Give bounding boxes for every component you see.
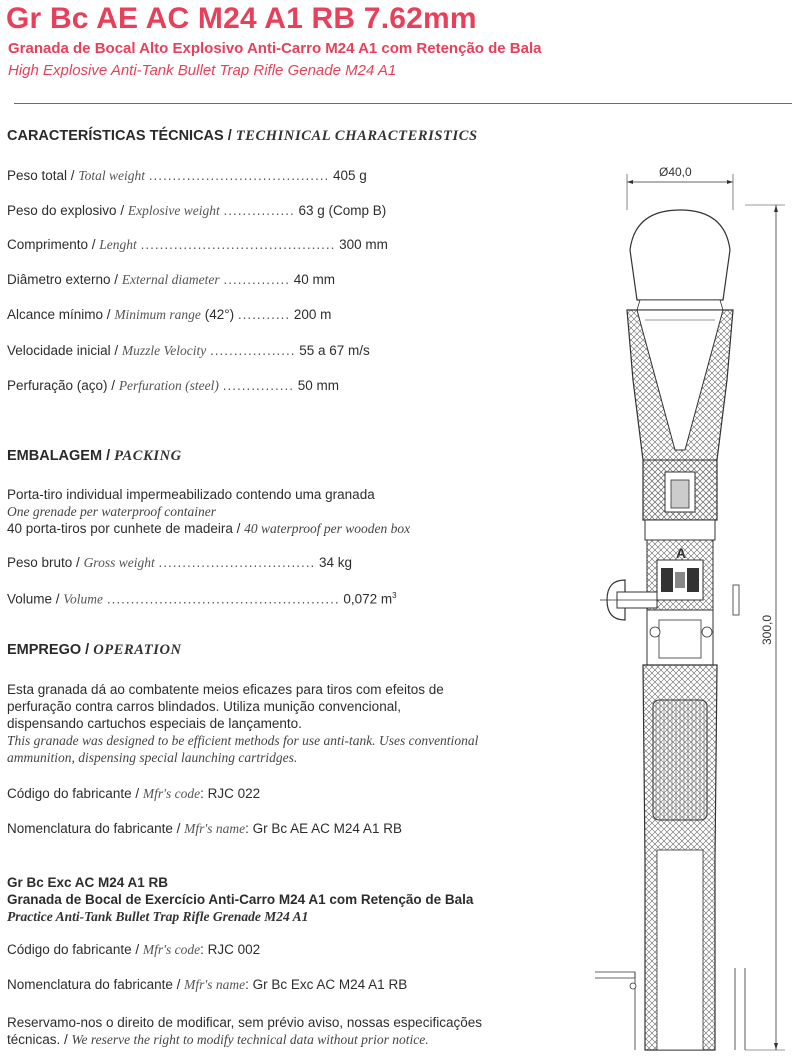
name-value: : Gr Bc Exc AC M24 A1 RB xyxy=(245,977,408,992)
spec-label-pt: Comprimento / xyxy=(7,237,96,252)
operation-line: Esta granada dá ao combatente meios eficazes para tiros com efeitos de xyxy=(7,682,444,697)
spec-label-en: Muzzle Velocity xyxy=(121,343,207,358)
code-value: : RJC 002 xyxy=(200,942,261,957)
packing-line2-pt: 40 porta-tiros por cunhete de madeira / xyxy=(7,521,241,536)
leader-dots: ...................................... xyxy=(148,168,330,183)
length-dimension xyxy=(745,205,785,1050)
spec-row xyxy=(7,307,331,323)
spec-value: 55 a 67 m/s xyxy=(299,343,370,358)
packing-value: 34 kg xyxy=(319,555,353,570)
practice-subtitle-en: Practice Anti-Tank Bullet Trap Rifle Grenade M24 A1 xyxy=(7,909,309,924)
code-label-pt: Código do fabricante / xyxy=(7,786,140,801)
packing-label-pt: Volume / xyxy=(7,591,60,607)
practice-block xyxy=(7,874,473,925)
practice-subtitle-pt: Granada de Bocal de Exercício Anti-Carro M24 A1 com Retenção de Bala xyxy=(7,892,474,907)
spec-label-pt: Perfuração (aço) / xyxy=(7,378,116,393)
name-value: : Gr Bc AE AC M24 A1 RB xyxy=(245,821,402,836)
nose-cone xyxy=(630,210,730,300)
packing-heading-en: PACKING xyxy=(114,448,182,464)
name-label-pt: Nomenclatura do fabricante / xyxy=(7,821,181,836)
grenade-technical-drawing xyxy=(595,160,795,1060)
spec-row xyxy=(7,168,367,184)
leader-dots: .............. xyxy=(223,272,290,287)
spec-label-en: Perfuration (steel) xyxy=(118,378,219,393)
name-label-en: Mfr's name xyxy=(184,977,246,992)
specs-heading-pt: CARACTERÍSTICAS TÉCNICAS / xyxy=(7,128,232,144)
header-divider xyxy=(14,103,792,104)
disclaimer xyxy=(7,1014,482,1048)
code-label-pt: Código do fabricante / xyxy=(7,942,140,957)
disclaimer-line2-en: We reserve the right to modify technical data without prior notice. xyxy=(71,1032,429,1047)
spec-label-en: Total weight xyxy=(78,168,145,183)
packing-value: 0,072 m xyxy=(343,591,393,607)
spec-value: 50 mm xyxy=(297,378,339,393)
spec-value: 200 m xyxy=(293,307,332,322)
packing-label-en: Volume xyxy=(63,591,104,607)
name-label-pt: Nomenclatura do fabricante / xyxy=(7,977,181,992)
spec-value: 63 g (Comp B) xyxy=(298,203,387,218)
specs-heading-en: TECHINICAL CHARACTERISTICS xyxy=(235,128,478,144)
packing-line1-pt: Porta-tiro individual impermeabilizado contendo uma granada xyxy=(7,487,375,502)
spec-row xyxy=(7,378,339,394)
spec-label-en: Minimum range xyxy=(114,307,201,322)
practice-name xyxy=(7,977,407,993)
spec-value: 300 mm xyxy=(339,237,388,252)
code-label-en: Mfr's code xyxy=(142,942,201,957)
operation-heading xyxy=(7,642,182,659)
leader-dots: ................................. xyxy=(158,555,316,570)
unit-superscript: 3 xyxy=(392,591,397,600)
spec-row xyxy=(7,272,335,288)
disclaimer-line2-pt: técnicas. / xyxy=(7,1032,68,1047)
page-subtitle-en: High Explosive Anti-Tank Bullet Trap Rifle Genade M24 A1 xyxy=(8,62,397,79)
leader-dots: ......................................... xyxy=(140,237,336,252)
spec-label-pt: Alcance mínimo / xyxy=(7,307,111,322)
code-value: : RJC 022 xyxy=(200,786,261,801)
leader-dots: ............... xyxy=(222,378,294,393)
operation-code xyxy=(7,786,260,802)
specs-heading xyxy=(7,128,478,145)
operation-line-en: This granade was designed to be efficient methods for use anti-tank. Uses conventional xyxy=(7,733,479,748)
disclaimer-line2 xyxy=(7,1031,482,1048)
spec-value: 405 g xyxy=(333,168,367,183)
practice-code xyxy=(7,942,260,958)
spec-label-pt: Velocidade inicial / xyxy=(7,343,119,358)
packing-row xyxy=(7,555,352,571)
spec-label-en: External diameter xyxy=(121,272,220,287)
spec-label-pt: Peso do explosivo / xyxy=(7,203,125,218)
packing-line2-en: 40 waterproof per wooden box xyxy=(244,521,411,536)
leader-dots: ............... xyxy=(223,203,295,218)
operation-line: dispensando cartuchos especiais de lançamento. xyxy=(7,716,302,731)
disclaimer-line1: Reservamo-nos o direito de modificar, sem prévio aviso, nossas especificações xyxy=(7,1015,482,1030)
operation-heading-pt: EMPREGO / xyxy=(7,642,90,658)
packing-heading xyxy=(7,448,182,465)
page-subtitle-pt: Granada de Bocal Alto Explosivo Anti-Carro M24 A1 com Retenção de Bala xyxy=(8,40,542,57)
operation-line-en: ammunition, dispensing special launching cartridges. xyxy=(7,750,298,765)
spec-label-en: Explosive weight xyxy=(127,203,220,218)
packing-label-pt: Peso bruto / xyxy=(7,555,80,570)
diameter-dimension xyxy=(627,165,733,210)
spec-label-pt: Peso total / xyxy=(7,168,75,183)
packing-row xyxy=(7,591,397,608)
length-label: 300,0 xyxy=(760,614,774,645)
spec-label-pt: Diâmetro externo / xyxy=(7,272,119,287)
operation-text xyxy=(7,681,478,766)
spec-value: 40 mm xyxy=(293,272,335,287)
packing-heading-pt: EMBALAGEM / xyxy=(7,448,111,464)
practice-title: Gr Bc Exc AC M24 A1 RB xyxy=(7,875,169,890)
packing-line2 xyxy=(7,520,410,537)
diameter-label: Ø40,0 xyxy=(659,165,692,179)
packing-text xyxy=(7,486,410,537)
operation-name xyxy=(7,821,402,837)
name-label-en: Mfr's name xyxy=(184,821,246,836)
spec-row xyxy=(7,203,386,219)
packing-line1-en: One grenade per waterproof container xyxy=(7,504,216,519)
spec-row xyxy=(7,237,388,253)
packing-label-en: Gross weight xyxy=(83,555,155,570)
page-title: Gr Bc AE AC M24 A1 RB 7.62mm xyxy=(6,2,477,35)
leader-dots: ................................................. xyxy=(106,591,340,607)
leader-dots: .................. xyxy=(209,343,296,358)
spec-extra: (42°) xyxy=(204,307,235,322)
spec-row xyxy=(7,343,370,359)
operation-heading-en: OPERATION xyxy=(93,642,182,658)
leader-dots: ........... xyxy=(237,307,291,322)
code-label-en: Mfr's code xyxy=(142,786,201,801)
operation-line: perfuração contra carros blindados. Utiliza munição convencional, xyxy=(7,699,401,714)
spec-label-en: Lenght xyxy=(99,237,137,252)
